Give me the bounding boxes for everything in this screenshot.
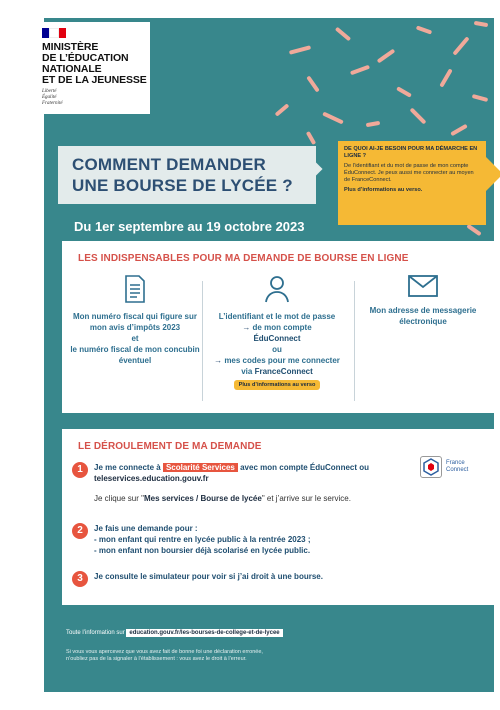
campaign-dates: Du 1er septembre au 19 octobre 2023 [74,219,305,234]
step-3: 3 Je consulte le simulateur pour voir si j’ai droit à une bourse. [72,571,323,587]
step-1: 1 Je me connecte à Scolarité Services avec mon compte ÉduConnect ou teleservices.education.gouv.fr Je clique sur "Mes services / Bourse de lycée" et j’arrive sur le service. [72,462,422,504]
more-info-pill: Plus d’informations au verso [234,380,321,390]
callout-answer: De l’identifiant et du mot de passe de mon compte ÉduConnect. Je peux aussi me connecter au moyen de FranceConnect. [344,163,474,183]
education-gouv-link[interactable]: education.gouv.fr/les-bourses-de-college-et-de-lycee [126,629,282,637]
process-title: LE DÉROULEMENT DE MA DEMANDE [78,441,262,452]
title-box [58,146,316,204]
envelope-icon [358,275,488,297]
footer-note: Si vous vous apercevez que vous avez fait de bonne foi une déclaration erronée, n’oubliez pas de la signaler à l’établissement : vous avez le droit à l’erreur. [66,649,263,662]
franceconnect-icon [420,456,442,478]
footer-info: Toute l’information sur education.gouv.fr/les-bourses-de-college-et-de-lycee [66,630,283,636]
info-callout [338,141,486,225]
step-number: 1 [72,462,88,478]
essentials-title: LES INDISPENSABLES POUR MA DEMANDE DE BOURSE EN LIGNE [78,253,409,264]
column-divider [354,281,355,401]
list-item: - mon enfant qui rentre en lycée public à la rentrée 2023 ; [94,535,311,544]
step-2: 2 Je fais une demande pour : - mon enfant qui rentre en lycée public à la rentrée 2023 ; - mon enfant non boursier déjà scolarisé en lycée public. [72,523,311,556]
page-title: COMMENT DEMANDER UNE BOURSE DE LYCÉE ? [72,155,293,195]
process-card [62,429,494,605]
user-icon [202,275,352,303]
essentials-card [62,241,494,413]
essentials-fiscal-number: Mon numéro fiscal qui figure sur mon avis d’impôts 2023 et le numéro fiscal de mon concubin éventuel [70,275,200,366]
franceconnect-logo: France Connect [420,456,468,478]
ministry-logo [32,22,150,114]
essentials-email: Mon adresse de messagerie électronique [358,275,488,327]
list-item: - mon enfant non boursier déjà scolarisé en lycée public. [94,546,311,555]
scolarite-services-link[interactable]: Scolarité Services [163,463,238,472]
document-icon [70,275,200,303]
french-flag-icon [42,28,66,38]
step-number: 3 [72,571,88,587]
step-number: 2 [72,523,88,539]
teleservices-url[interactable]: teleservices.education.gouv.fr [94,474,209,483]
callout-question: DE QUOI AI-JE BESOIN POUR MA DÉMARCHE EN LIGNE ? [344,146,478,159]
republic-motto: Liberté Égalité Fraternité [42,89,63,106]
essentials-credentials: L’identifiant et le mot de passe → de mon compte ÉduConnect ou → mes codes pour me connecter via FranceConnect Plus d’informations au verso [202,275,352,390]
callout-more: Plus d’informations au verso. [344,187,423,193]
ministry-name: MINISTÈRE DE L’ÉDUCATION NATIONALE ET DE LA JEUNESSE [42,41,147,86]
flyer-page [4,4,494,706]
